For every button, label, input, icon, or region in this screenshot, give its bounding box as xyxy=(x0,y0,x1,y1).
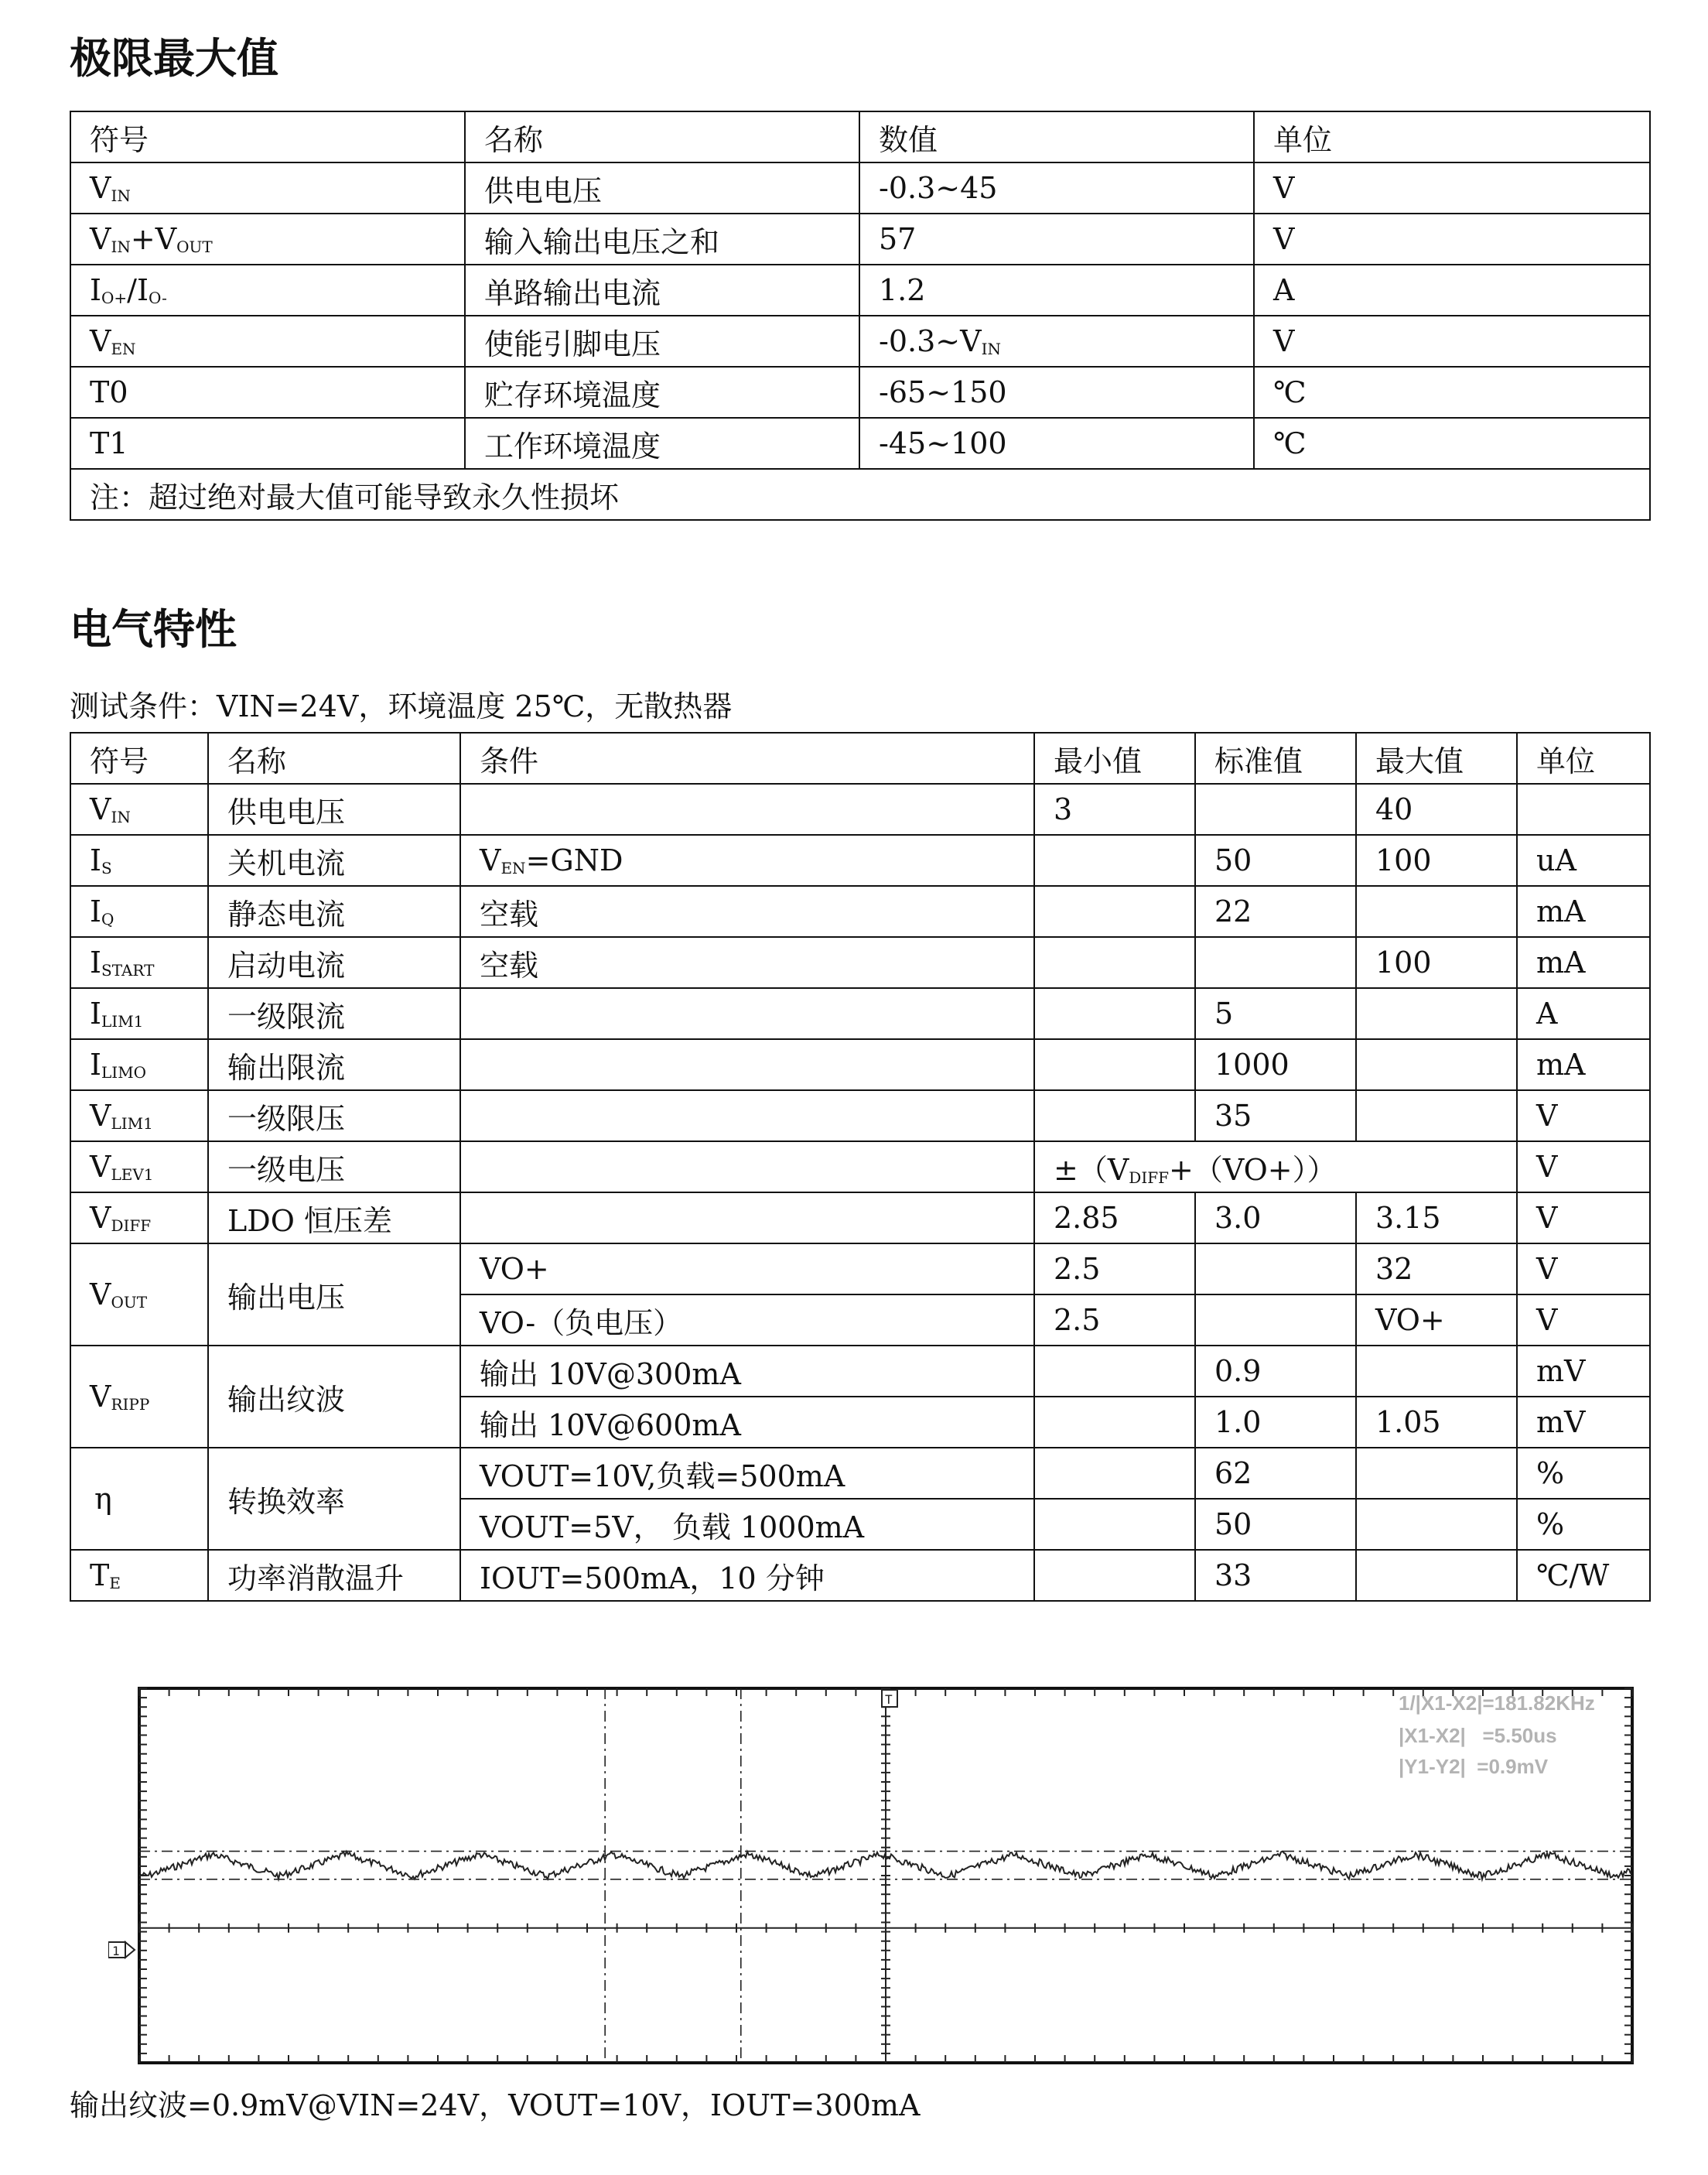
unit-cell: mA xyxy=(1517,937,1650,988)
name-cell: 供电电压 xyxy=(208,784,460,835)
name-cell: 使能引脚电压 xyxy=(465,316,859,367)
max-cell: 32 xyxy=(1356,1243,1517,1294)
max-cell xyxy=(1356,1550,1517,1601)
channel-marker-label: 1 xyxy=(112,1944,120,1958)
unit-cell: mV xyxy=(1517,1397,1650,1448)
min-cell: 2.85 xyxy=(1034,1192,1195,1243)
typ-cell: 0.9 xyxy=(1195,1346,1356,1397)
unit-cell: V xyxy=(1517,1192,1650,1243)
min-cell: 2.5 xyxy=(1034,1243,1195,1294)
name-cell: 输入输出电压之和 xyxy=(465,214,859,265)
max-cell xyxy=(1356,1039,1517,1090)
min-cell: 3 xyxy=(1034,784,1195,835)
condition-cell xyxy=(460,1039,1034,1090)
condition-cell: VOUT=10V,负载=500mA xyxy=(460,1448,1034,1499)
max-cell xyxy=(1356,988,1517,1039)
header-cell: 名称 xyxy=(465,111,859,162)
max-cell: 40 xyxy=(1356,784,1517,835)
readout-delta-y: |Y1-Y2| =0.9mV xyxy=(1399,1755,1549,1778)
section2-title: 电气特性 xyxy=(70,605,237,654)
table-row xyxy=(70,988,1650,1039)
symbol-cell: η xyxy=(70,1448,208,1550)
unit-cell: V xyxy=(1517,1294,1650,1346)
min-cell: 2.5 xyxy=(1034,1294,1195,1346)
min-cell xyxy=(1034,1397,1195,1448)
readout-frequency: 1/|X1-X2|=181.82KHz xyxy=(1399,1691,1595,1715)
condition-cell: VOUT=5V， 负载 1000mA xyxy=(460,1499,1034,1550)
symbol-cell: $I_{LIM1}$ xyxy=(70,988,208,1039)
symbol-cell: $I_{START}$ xyxy=(70,937,208,988)
name-cell: 一级限流 xyxy=(208,988,460,1039)
electrical-characteristics-table xyxy=(70,732,1651,1602)
header-cell: 名称 xyxy=(208,733,460,784)
table-header-row xyxy=(70,111,1650,162)
min-cell xyxy=(1034,835,1195,886)
typ-cell: 62 xyxy=(1195,1448,1356,1499)
condition-cell: $V_{EN}=GND$ xyxy=(460,835,1034,886)
condition-cell xyxy=(460,1090,1034,1141)
section1-title: 极限最大值 xyxy=(70,34,278,83)
symbol-cell: $V_{LIM1}$ xyxy=(70,1090,208,1141)
condition-cell xyxy=(460,988,1034,1039)
typ-cell: 1000 xyxy=(1195,1039,1356,1090)
value-cell: -65~150 xyxy=(859,367,1254,418)
name-cell: 功率消散温升 xyxy=(208,1550,460,1601)
symbol-cell: $I_{LIMO}$ xyxy=(70,1039,208,1090)
symbol-cell: $I_Q$ xyxy=(70,886,208,937)
note-cell: 注：超过绝对最大值可能导致永久性损坏 xyxy=(70,469,1650,520)
unit-cell: V xyxy=(1517,1243,1650,1294)
max-cell xyxy=(1356,886,1517,937)
unit-cell: % xyxy=(1517,1499,1650,1550)
typ-cell: 33 xyxy=(1195,1550,1356,1601)
typ-cell: 22 xyxy=(1195,886,1356,937)
table-row xyxy=(70,162,1650,214)
name-cell: 启动电流 xyxy=(208,937,460,988)
symbol-cell: T1 xyxy=(70,418,465,469)
name-cell: LDO 恒压差 xyxy=(208,1192,460,1243)
symbol-cell: $V_{OUT}$ xyxy=(70,1243,208,1346)
trigger-marker-label: T xyxy=(885,1692,893,1707)
unit-cell: V xyxy=(1254,162,1650,214)
max-cell xyxy=(1356,1499,1517,1550)
oscilloscope-capture xyxy=(108,1677,1640,2064)
condition-cell xyxy=(460,1141,1034,1192)
symbol-cell: $I_{O+}/I_{O-}$ xyxy=(70,265,465,316)
value-cell: -45~100 xyxy=(859,418,1254,469)
header-cell: 单位 xyxy=(1254,111,1650,162)
table-row xyxy=(70,1243,1650,1294)
value-cell: 57 xyxy=(859,214,1254,265)
max-cell xyxy=(1356,1448,1517,1499)
test-condition: 测试条件：VIN=24V，环境温度 25℃，无散热器 xyxy=(70,689,733,723)
typ-cell: 50 xyxy=(1195,1499,1356,1550)
name-cell: 关机电流 xyxy=(208,835,460,886)
name-cell: 贮存环境温度 xyxy=(465,367,859,418)
header-cell: 标准值 xyxy=(1195,733,1356,784)
min-cell xyxy=(1034,937,1195,988)
table-row xyxy=(70,1141,1650,1192)
typ-cell xyxy=(1195,784,1356,835)
max-cell xyxy=(1356,1090,1517,1141)
unit-cell: V xyxy=(1517,1141,1650,1192)
symbol-cell: $V_{EN}$ xyxy=(70,316,465,367)
condition-cell: 输出 10V@600mA xyxy=(460,1397,1034,1448)
table-row xyxy=(70,1090,1650,1141)
name-cell: 输出限流 xyxy=(208,1039,460,1090)
min-cell xyxy=(1034,1550,1195,1601)
symbol-cell: $I_S$ xyxy=(70,835,208,886)
condition-cell: IOUT=500mA，10 分钟 xyxy=(460,1550,1034,1601)
table-header-row xyxy=(70,733,1650,784)
symbol-cell: T0 xyxy=(70,367,465,418)
table-row xyxy=(70,886,1650,937)
header-cell: 符号 xyxy=(70,111,465,162)
typ-cell: 3.0 xyxy=(1195,1192,1356,1243)
typ-cell xyxy=(1195,937,1356,988)
symbol-cell: $V_{RIPP}$ xyxy=(70,1346,208,1448)
table-row xyxy=(70,1448,1650,1499)
symbol-cell: $V_{LEV1}$ xyxy=(70,1141,208,1192)
table-row xyxy=(70,835,1650,886)
header-cell: 单位 xyxy=(1517,733,1650,784)
condition-cell: 输出 10V@300mA xyxy=(460,1346,1034,1397)
header-cell: 符号 xyxy=(70,733,208,784)
condition-cell: VO+ xyxy=(460,1243,1034,1294)
typ-cell: 1.0 xyxy=(1195,1397,1356,1448)
table-row xyxy=(70,316,1650,367)
unit-cell: mA xyxy=(1517,1039,1650,1090)
symbol-cell: $V_{IN}$ xyxy=(70,784,208,835)
condition-cell xyxy=(460,784,1034,835)
typ-cell: 50 xyxy=(1195,835,1356,886)
name-cell: 工作环境温度 xyxy=(465,418,859,469)
max-cell xyxy=(1356,1346,1517,1397)
min-cell xyxy=(1034,1346,1195,1397)
min-cell xyxy=(1034,1448,1195,1499)
symbol-cell: $V_{IN}$ xyxy=(70,162,465,214)
unit-cell xyxy=(1517,784,1650,835)
name-cell: 输出电压 xyxy=(208,1243,460,1346)
table-row xyxy=(70,1039,1650,1090)
min-cell xyxy=(1034,988,1195,1039)
value-cell: 1.2 xyxy=(859,265,1254,316)
max-cell: VO+ xyxy=(1356,1294,1517,1346)
unit-cell: A xyxy=(1517,988,1650,1039)
unit-cell: ℃ xyxy=(1254,418,1650,469)
name-cell: 输出纹波 xyxy=(208,1346,460,1448)
channel-arrow-icon xyxy=(125,1942,135,1958)
header-cell: 数值 xyxy=(859,111,1254,162)
note-row xyxy=(70,469,1650,520)
table-row xyxy=(70,418,1650,469)
table-row xyxy=(70,784,1650,835)
max-cell: 1.05 xyxy=(1356,1397,1517,1448)
table-row xyxy=(70,367,1650,418)
scope-caption: 输出纹波=0.9mV@VIN=24V，VOUT=10V，IOUT=300mA xyxy=(70,2088,921,2122)
typ-cell xyxy=(1195,1243,1356,1294)
unit-cell: A xyxy=(1254,265,1650,316)
value-cell: -0.3~45 xyxy=(859,162,1254,214)
typ-cell xyxy=(1195,1294,1356,1346)
max-cell: 100 xyxy=(1356,937,1517,988)
max-cell: 3.15 xyxy=(1356,1192,1517,1243)
table-row xyxy=(70,1192,1650,1243)
unit-cell: V xyxy=(1254,214,1650,265)
header-cell: 最小值 xyxy=(1034,733,1195,784)
unit-cell: mV xyxy=(1517,1346,1650,1397)
min-cell xyxy=(1034,1499,1195,1550)
name-cell: 转换效率 xyxy=(208,1448,460,1550)
name-cell: 一级限压 xyxy=(208,1090,460,1141)
symbol-cell: $T_E$ xyxy=(70,1550,208,1601)
table-row xyxy=(70,214,1650,265)
condition-cell: 空载 xyxy=(460,937,1034,988)
symbol-cell: $V_{IN}+V_{OUT}$ xyxy=(70,214,465,265)
table-row xyxy=(70,1550,1650,1601)
unit-cell: ℃ xyxy=(1254,367,1650,418)
unit-cell: mA xyxy=(1517,886,1650,937)
typ-cell: 5 xyxy=(1195,988,1356,1039)
min-cell xyxy=(1034,886,1195,937)
header-cell: 条件 xyxy=(460,733,1034,784)
value-cell: $-0.3\sim V_{IN}$ xyxy=(859,316,1254,367)
unit-cell: ℃/W xyxy=(1517,1550,1650,1601)
unit-cell: % xyxy=(1517,1448,1650,1499)
typ-cell: 35 xyxy=(1195,1090,1356,1141)
table-row xyxy=(70,937,1650,988)
readout-delta-x: |X1-X2| =5.50us xyxy=(1399,1724,1557,1747)
min-cell xyxy=(1034,1039,1195,1090)
name-cell: 单路输出电流 xyxy=(465,265,859,316)
header-cell: 最大值 xyxy=(1356,733,1517,784)
max-cell: 100 xyxy=(1356,835,1517,886)
name-cell: 供电电压 xyxy=(465,162,859,214)
condition-cell: 空载 xyxy=(460,886,1034,937)
condition-cell: VO-（负电压） xyxy=(460,1294,1034,1346)
absolute-max-table xyxy=(70,111,1651,521)
unit-cell: uA xyxy=(1517,835,1650,886)
unit-cell: V xyxy=(1517,1090,1650,1141)
table-row xyxy=(70,265,1650,316)
name-cell: 静态电流 xyxy=(208,886,460,937)
symbol-cell: $V_{DIFF}$ xyxy=(70,1192,208,1243)
level-value-cell: $\pm(V_{DIFF}+(VO+))$ xyxy=(1034,1141,1517,1192)
unit-cell: V xyxy=(1254,316,1650,367)
name-cell: 一级电压 xyxy=(208,1141,460,1192)
min-cell xyxy=(1034,1090,1195,1141)
condition-cell xyxy=(460,1192,1034,1243)
table-row xyxy=(70,1346,1650,1397)
